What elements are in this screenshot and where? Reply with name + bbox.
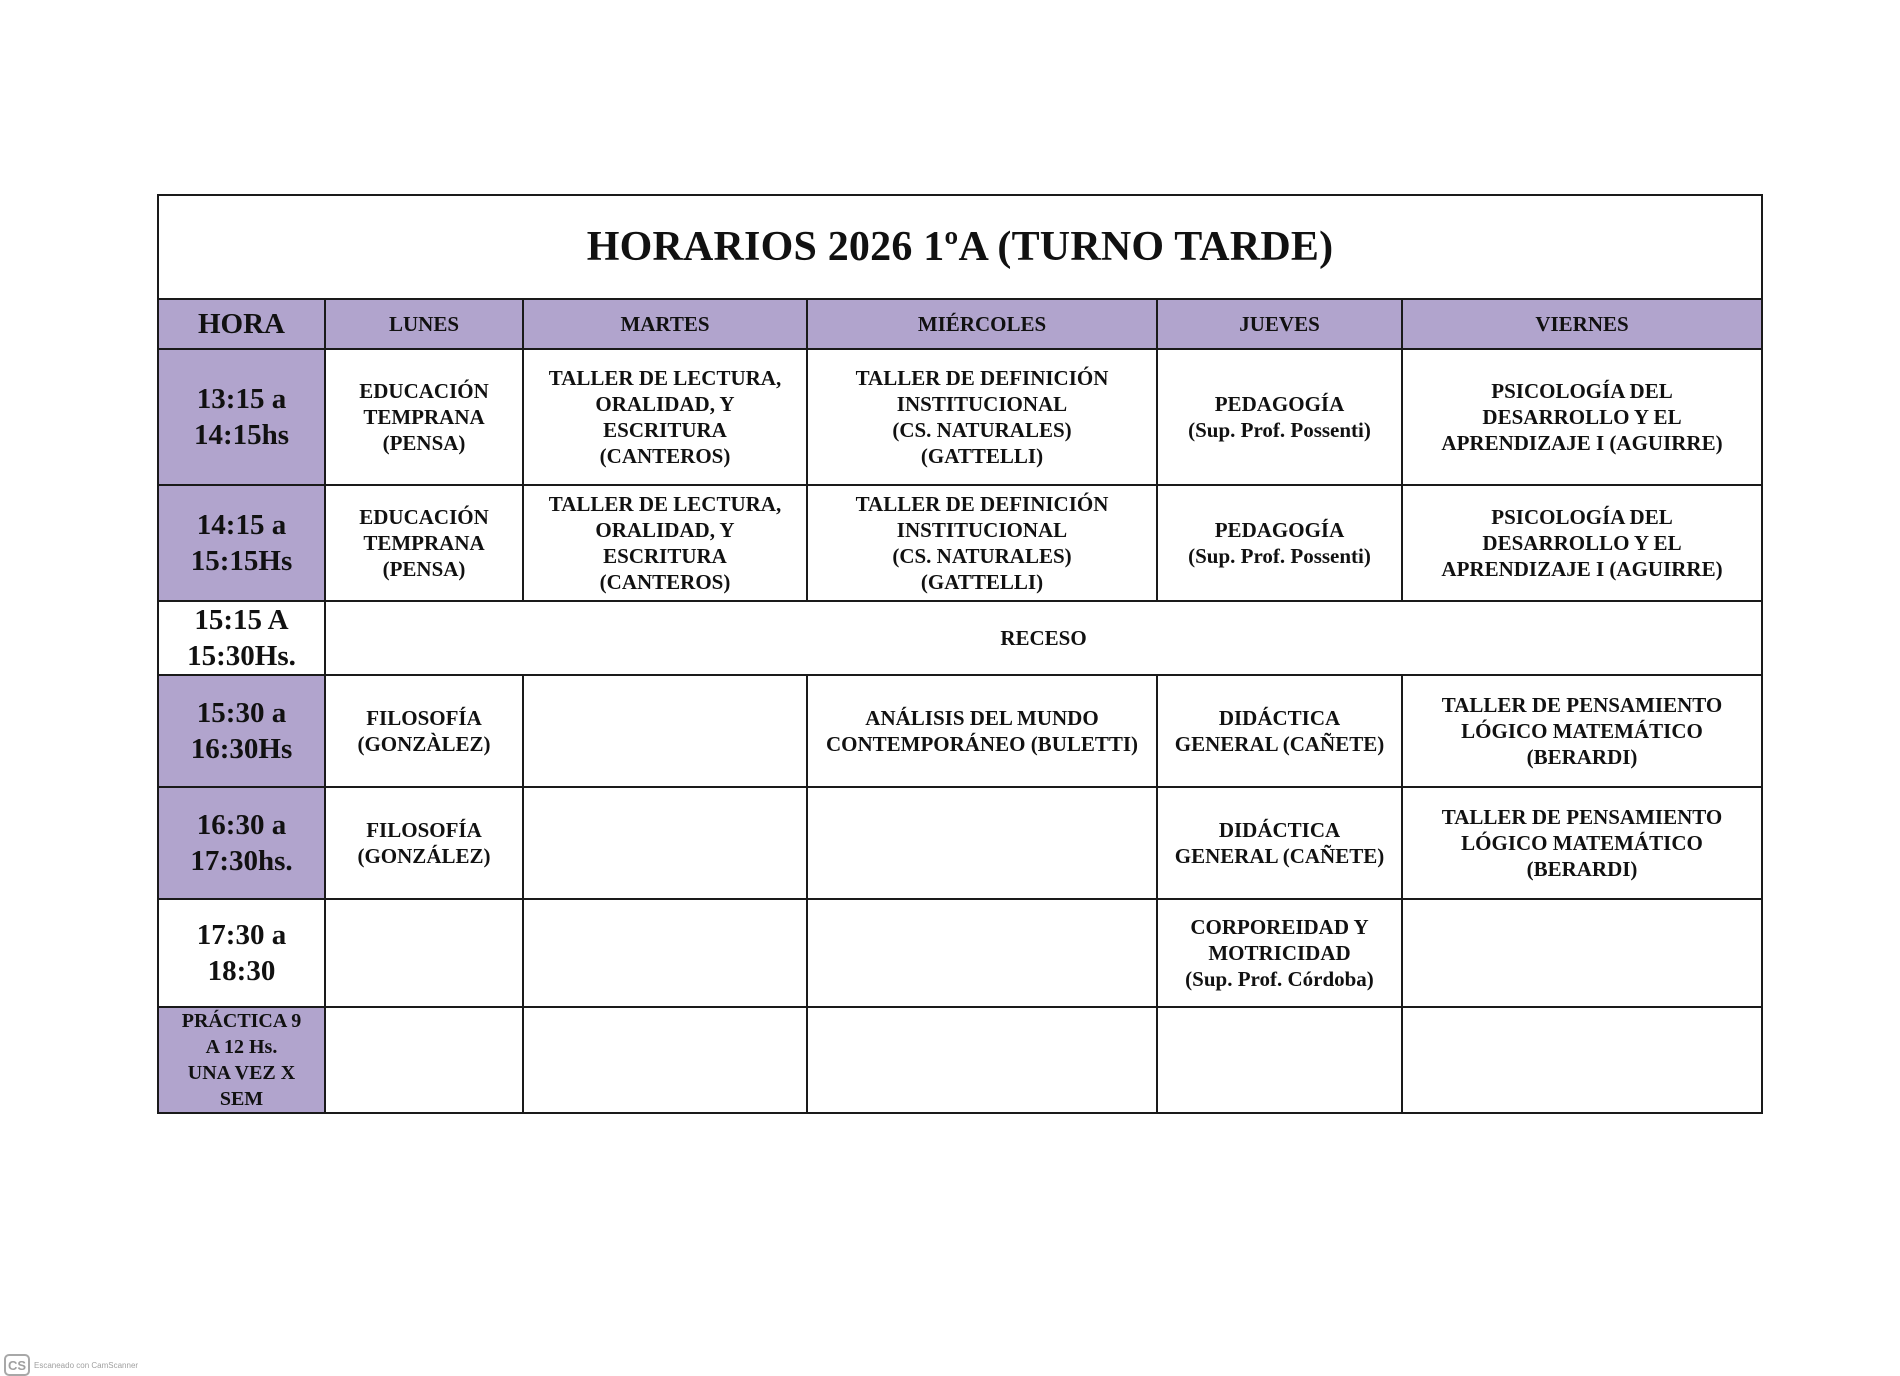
class-cell — [325, 899, 523, 1007]
time-cell: 14:15 a 15:15Hs — [158, 485, 325, 601]
page-title: HORARIOS 2026 1ºA (TURNO TARDE) — [158, 195, 1762, 299]
class-cell — [1402, 1007, 1762, 1113]
class-cell — [807, 899, 1157, 1007]
header-viernes: VIERNES — [1402, 299, 1762, 349]
time-cell: 13:15 a 14:15hs — [158, 349, 325, 485]
recess-cell: RECESO — [325, 601, 1762, 675]
class-cell: FILOSOFÍA (GONZÀLEZ) — [325, 675, 523, 787]
class-cell: EDUCACIÓN TEMPRANA (PENSA) — [325, 485, 523, 601]
class-cell — [523, 899, 807, 1007]
recess-row — [158, 601, 1762, 675]
class-cell: PEDAGOGÍA (Sup. Prof. Possenti) — [1157, 349, 1402, 485]
table-row — [158, 1007, 1762, 1113]
table-row — [158, 899, 1762, 1007]
class-cell: ANÁLISIS DEL MUNDO CONTEMPORÁNEO (BULETTI) — [807, 675, 1157, 787]
class-cell — [807, 1007, 1157, 1113]
camscanner-watermark — [4, 1354, 138, 1376]
class-cell: DIDÁCTICA GENERAL (CAÑETE) — [1157, 787, 1402, 899]
class-cell: FILOSOFÍA (GONZÁLEZ) — [325, 787, 523, 899]
class-cell: TALLER DE DEFINICIÓN INSTITUCIONAL (CS. NATURALES) (GATTELLI) — [807, 349, 1157, 485]
schedule-table — [157, 194, 1763, 1114]
table-row — [158, 485, 1762, 601]
class-cell: CORPOREIDAD Y MOTRICIDAD (Sup. Prof. Córdoba) — [1157, 899, 1402, 1007]
class-cell: EDUCACIÓN TEMPRANA (PENSA) — [325, 349, 523, 485]
class-cell: PSICOLOGÍA DEL DESARROLLO Y EL APRENDIZAJE I (AGUIRRE) — [1402, 485, 1762, 601]
class-cell — [523, 1007, 807, 1113]
header-hora: HORA — [158, 299, 325, 349]
table-row — [158, 787, 1762, 899]
class-cell — [325, 1007, 523, 1113]
class-cell — [1402, 899, 1762, 1007]
class-cell: TALLER DE LECTURA, ORALIDAD, Y ESCRITURA (CANTEROS) — [523, 349, 807, 485]
class-cell: PSICOLOGÍA DEL DESARROLLO Y EL APRENDIZAJE I (AGUIRRE) — [1402, 349, 1762, 485]
header-row — [158, 299, 1762, 349]
header-miercoles: MIÉRCOLES — [807, 299, 1157, 349]
header-jueves: JUEVES — [1157, 299, 1402, 349]
time-cell: 17:30 a 18:30 — [158, 899, 325, 1007]
class-cell — [523, 787, 807, 899]
camscanner-logo-icon: CS — [4, 1354, 30, 1376]
header-lunes: LUNES — [325, 299, 523, 349]
class-cell: DIDÁCTICA GENERAL (CAÑETE) — [1157, 675, 1402, 787]
header-martes: MARTES — [523, 299, 807, 349]
class-cell: TALLER DE LECTURA, ORALIDAD, Y ESCRITURA (CANTEROS) — [523, 485, 807, 601]
table-row — [158, 675, 1762, 787]
class-cell: PEDAGOGÍA (Sup. Prof. Possenti) — [1157, 485, 1402, 601]
class-cell — [1157, 1007, 1402, 1113]
time-cell: 15:15 A 15:30Hs. — [158, 601, 325, 675]
class-cell: TALLER DE PENSAMIENTO LÓGICO MATEMÁTICO (BERARDI) — [1402, 675, 1762, 787]
class-cell: TALLER DE DEFINICIÓN INSTITUCIONAL (CS. NATURALES) (GATTELLI) — [807, 485, 1157, 601]
class-cell — [523, 675, 807, 787]
watermark-text: Escaneado con CamScanner — [34, 1360, 139, 1370]
class-cell — [807, 787, 1157, 899]
time-cell: 15:30 a 16:30Hs — [158, 675, 325, 787]
table-row — [158, 349, 1762, 485]
class-cell: TALLER DE PENSAMIENTO LÓGICO MATEMÁTICO (BERARDI) — [1402, 787, 1762, 899]
time-cell: PRÁCTICA 9 A 12 Hs. UNA VEZ X SEM — [158, 1007, 325, 1113]
time-cell: 16:30 a 17:30hs. — [158, 787, 325, 899]
